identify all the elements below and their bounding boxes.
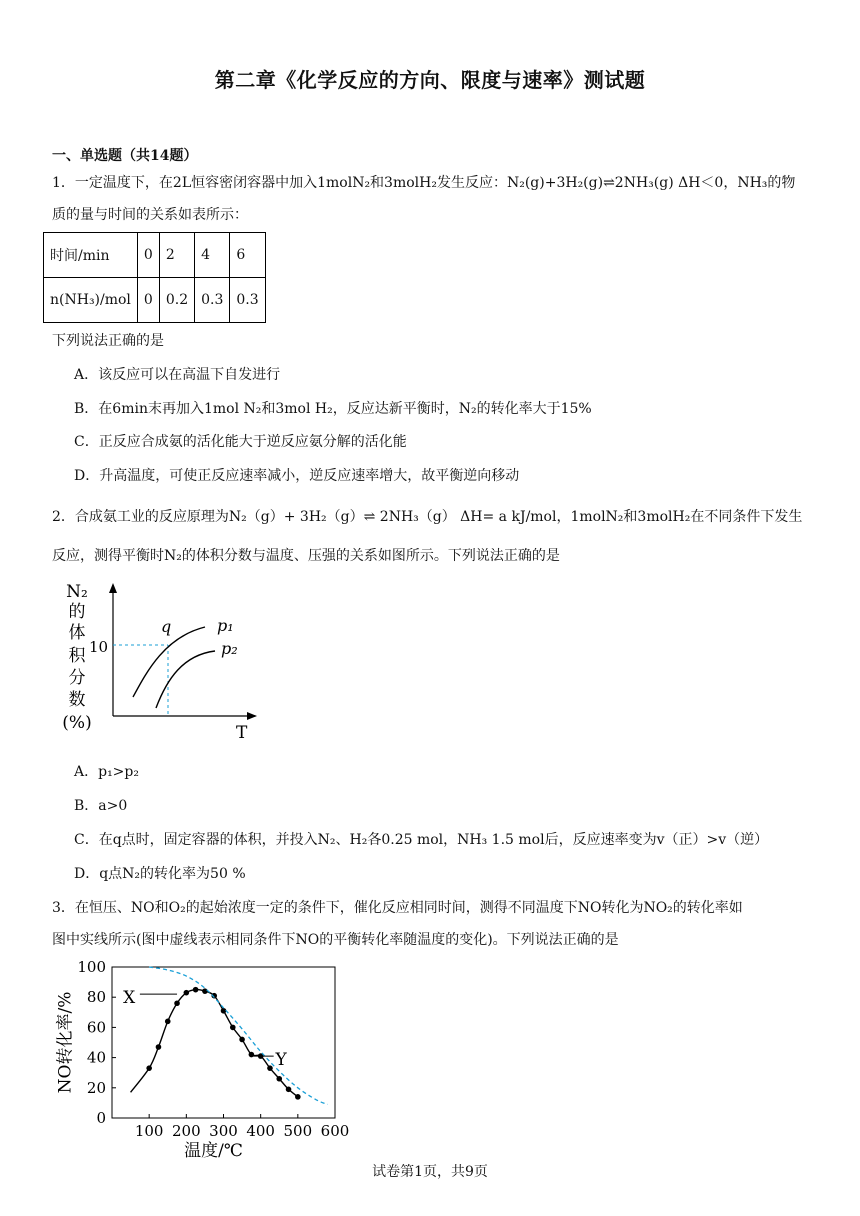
table-cell: 0.3 — [230, 278, 265, 323]
chart-xtick-label: 100 — [134, 1122, 164, 1140]
q1-option-d[interactable]: D．升高温度，可使正反应速率减小，逆反应速率增大，故平衡逆向移动 — [74, 468, 520, 484]
chart-point — [239, 1037, 245, 1043]
chart-xtick-label: 500 — [283, 1122, 313, 1140]
table-cell: 0 — [137, 233, 159, 278]
chart-xtick-label: 300 — [209, 1122, 238, 1140]
chart-xlabel: 温度/℃ — [184, 1141, 243, 1161]
q1-option-b[interactable]: B．在6min末再加入1mol N₂和3mol H₂，反应达新平衡时，N₂的转化率大于15% — [74, 401, 592, 417]
q1-data-table — [43, 232, 266, 323]
q2-y-axis-arrow — [109, 583, 117, 593]
q2-x-axis-arrow — [247, 712, 257, 720]
q2-option-d[interactable]: D．q点N₂的转化率为50 % — [74, 866, 246, 882]
q1-option-a[interactable]: A．该反应可以在高温下自发进行 — [74, 367, 281, 383]
chart-xtick-label: 600 — [320, 1122, 350, 1140]
q3-stem-line2: 图中实线所示(图中虚线表示相同条件下NO的平衡转化率随温度的变化)。下列说法正确的是 — [52, 932, 619, 948]
page-footer: 试卷第1页，共9页 — [372, 1164, 488, 1180]
chart-point — [286, 1087, 292, 1093]
table-row — [44, 278, 266, 323]
q2-xlabel: T — [236, 723, 248, 743]
chart-ylabel: NO转化率/% — [55, 991, 76, 1094]
q2-figure — [55, 575, 270, 747]
q3-chart — [50, 955, 350, 1161]
q2-ylabel-char: 分 — [68, 668, 86, 688]
chart-xtick-label: 200 — [172, 1122, 201, 1140]
table-cell: 0 — [137, 278, 159, 323]
q2-ylabel-char: 体 — [68, 623, 86, 643]
table-cell: 0.3 — [195, 278, 230, 323]
chart-xtick-label: 400 — [246, 1122, 275, 1140]
q2-ylabel-char: 数 — [68, 690, 86, 710]
chart-point — [193, 987, 199, 993]
chart-point — [165, 1019, 171, 1025]
table-row — [44, 233, 266, 278]
chart-point — [174, 1000, 180, 1006]
table-cell: 4 — [195, 233, 230, 278]
q2-ylabel-char: (%) — [62, 713, 92, 733]
q2-ylabel-char: N₂ — [66, 582, 88, 602]
chart-ytick-label: 80 — [86, 988, 106, 1007]
chart-ytick-label: 60 — [86, 1018, 106, 1037]
q2-curve2-label: p₂ — [221, 639, 238, 658]
chart-point — [295, 1094, 301, 1100]
table-cell: 2 — [159, 233, 194, 278]
q3-stem-line1: 3．在恒压、NO和O₂的起始浓度一定的条件下，催化反应相同时间，测得不同温度下NO转化为NO₂的转化率如 — [52, 900, 743, 916]
q2-tick-label: 10 — [89, 638, 109, 656]
q1-stem-line2: 质的量与时间的关系如表所示： — [52, 207, 248, 223]
chart-series-solid-line — [131, 990, 298, 1097]
chart-plot-frame — [112, 967, 335, 1118]
table-cell: 0.2 — [159, 278, 194, 323]
q2-ylabel — [62, 582, 91, 733]
chart-point — [276, 1076, 282, 1082]
q2-curve-p2 — [156, 651, 215, 708]
table-cell: 时间/min — [44, 233, 138, 278]
chart-point — [184, 990, 190, 996]
chart-point — [230, 1025, 236, 1031]
q2-stem-line2: 反应，测得平衡时N₂的体积分数与温度、压强的关系如图所示。下列说法正确的是 — [52, 548, 560, 564]
section-heading: 一、单选题（共14题） — [52, 148, 198, 164]
chart-ytick-label: 20 — [86, 1078, 106, 1097]
q2-stem-line1: 2．合成氨工业的反应原理为N₂（g）+ 3H₂（g）⇌ 2NH₃（g） ΔH= a kJ/mol，1molN₂和3molH₂在不同条件下发生 — [52, 509, 803, 525]
table-cell: n(NH₃)/mol — [44, 278, 138, 323]
page-title: 第二章《化学反应的方向、限度与速率》测试题 — [214, 68, 646, 92]
q2-option-b[interactable]: B．a>0 — [74, 798, 128, 814]
q1-prompt: 下列说法正确的是 — [52, 333, 164, 349]
q2-option-c[interactable]: C．在q点时，固定容器的体积，并投入N₂、H₂各0.25 mol，NH₃ 1.5 mol后，反应速率变为v（正）>v（逆） — [74, 832, 769, 848]
q2-point-label: q — [161, 617, 172, 636]
chart-point — [267, 1065, 273, 1071]
chart-annotation-x: X — [123, 988, 136, 1009]
q2-ylabel-char: 积 — [68, 646, 86, 666]
chart-ytick-label: 40 — [86, 1048, 106, 1067]
table-cell: 6 — [230, 233, 265, 278]
q1-stem-line1: 1．一定温度下，在2L恒容密闭容器中加入1molN₂和3molH₂发生反应：N₂(g)+3H₂(g)⇌2NH₃(g) ΔH＜0，NH₃的物 — [52, 175, 796, 191]
q2-ylabel-char: 的 — [68, 602, 86, 622]
q2-option-a[interactable]: A．p₁>p₂ — [74, 764, 139, 780]
chart-ytick-label: 100 — [77, 958, 106, 976]
chart-annotation-y: Y — [275, 1050, 287, 1071]
q2-curve1-label: p₁ — [217, 616, 234, 635]
q2-curve-p1 — [133, 627, 205, 697]
chart-ytick-label: 0 — [96, 1109, 106, 1127]
q1-option-c[interactable]: C．正反应合成氨的活化能大于逆反应氨分解的活化能 — [74, 434, 407, 450]
chart-point — [146, 1065, 152, 1071]
chart-point — [156, 1044, 162, 1050]
chart-point — [202, 988, 208, 994]
